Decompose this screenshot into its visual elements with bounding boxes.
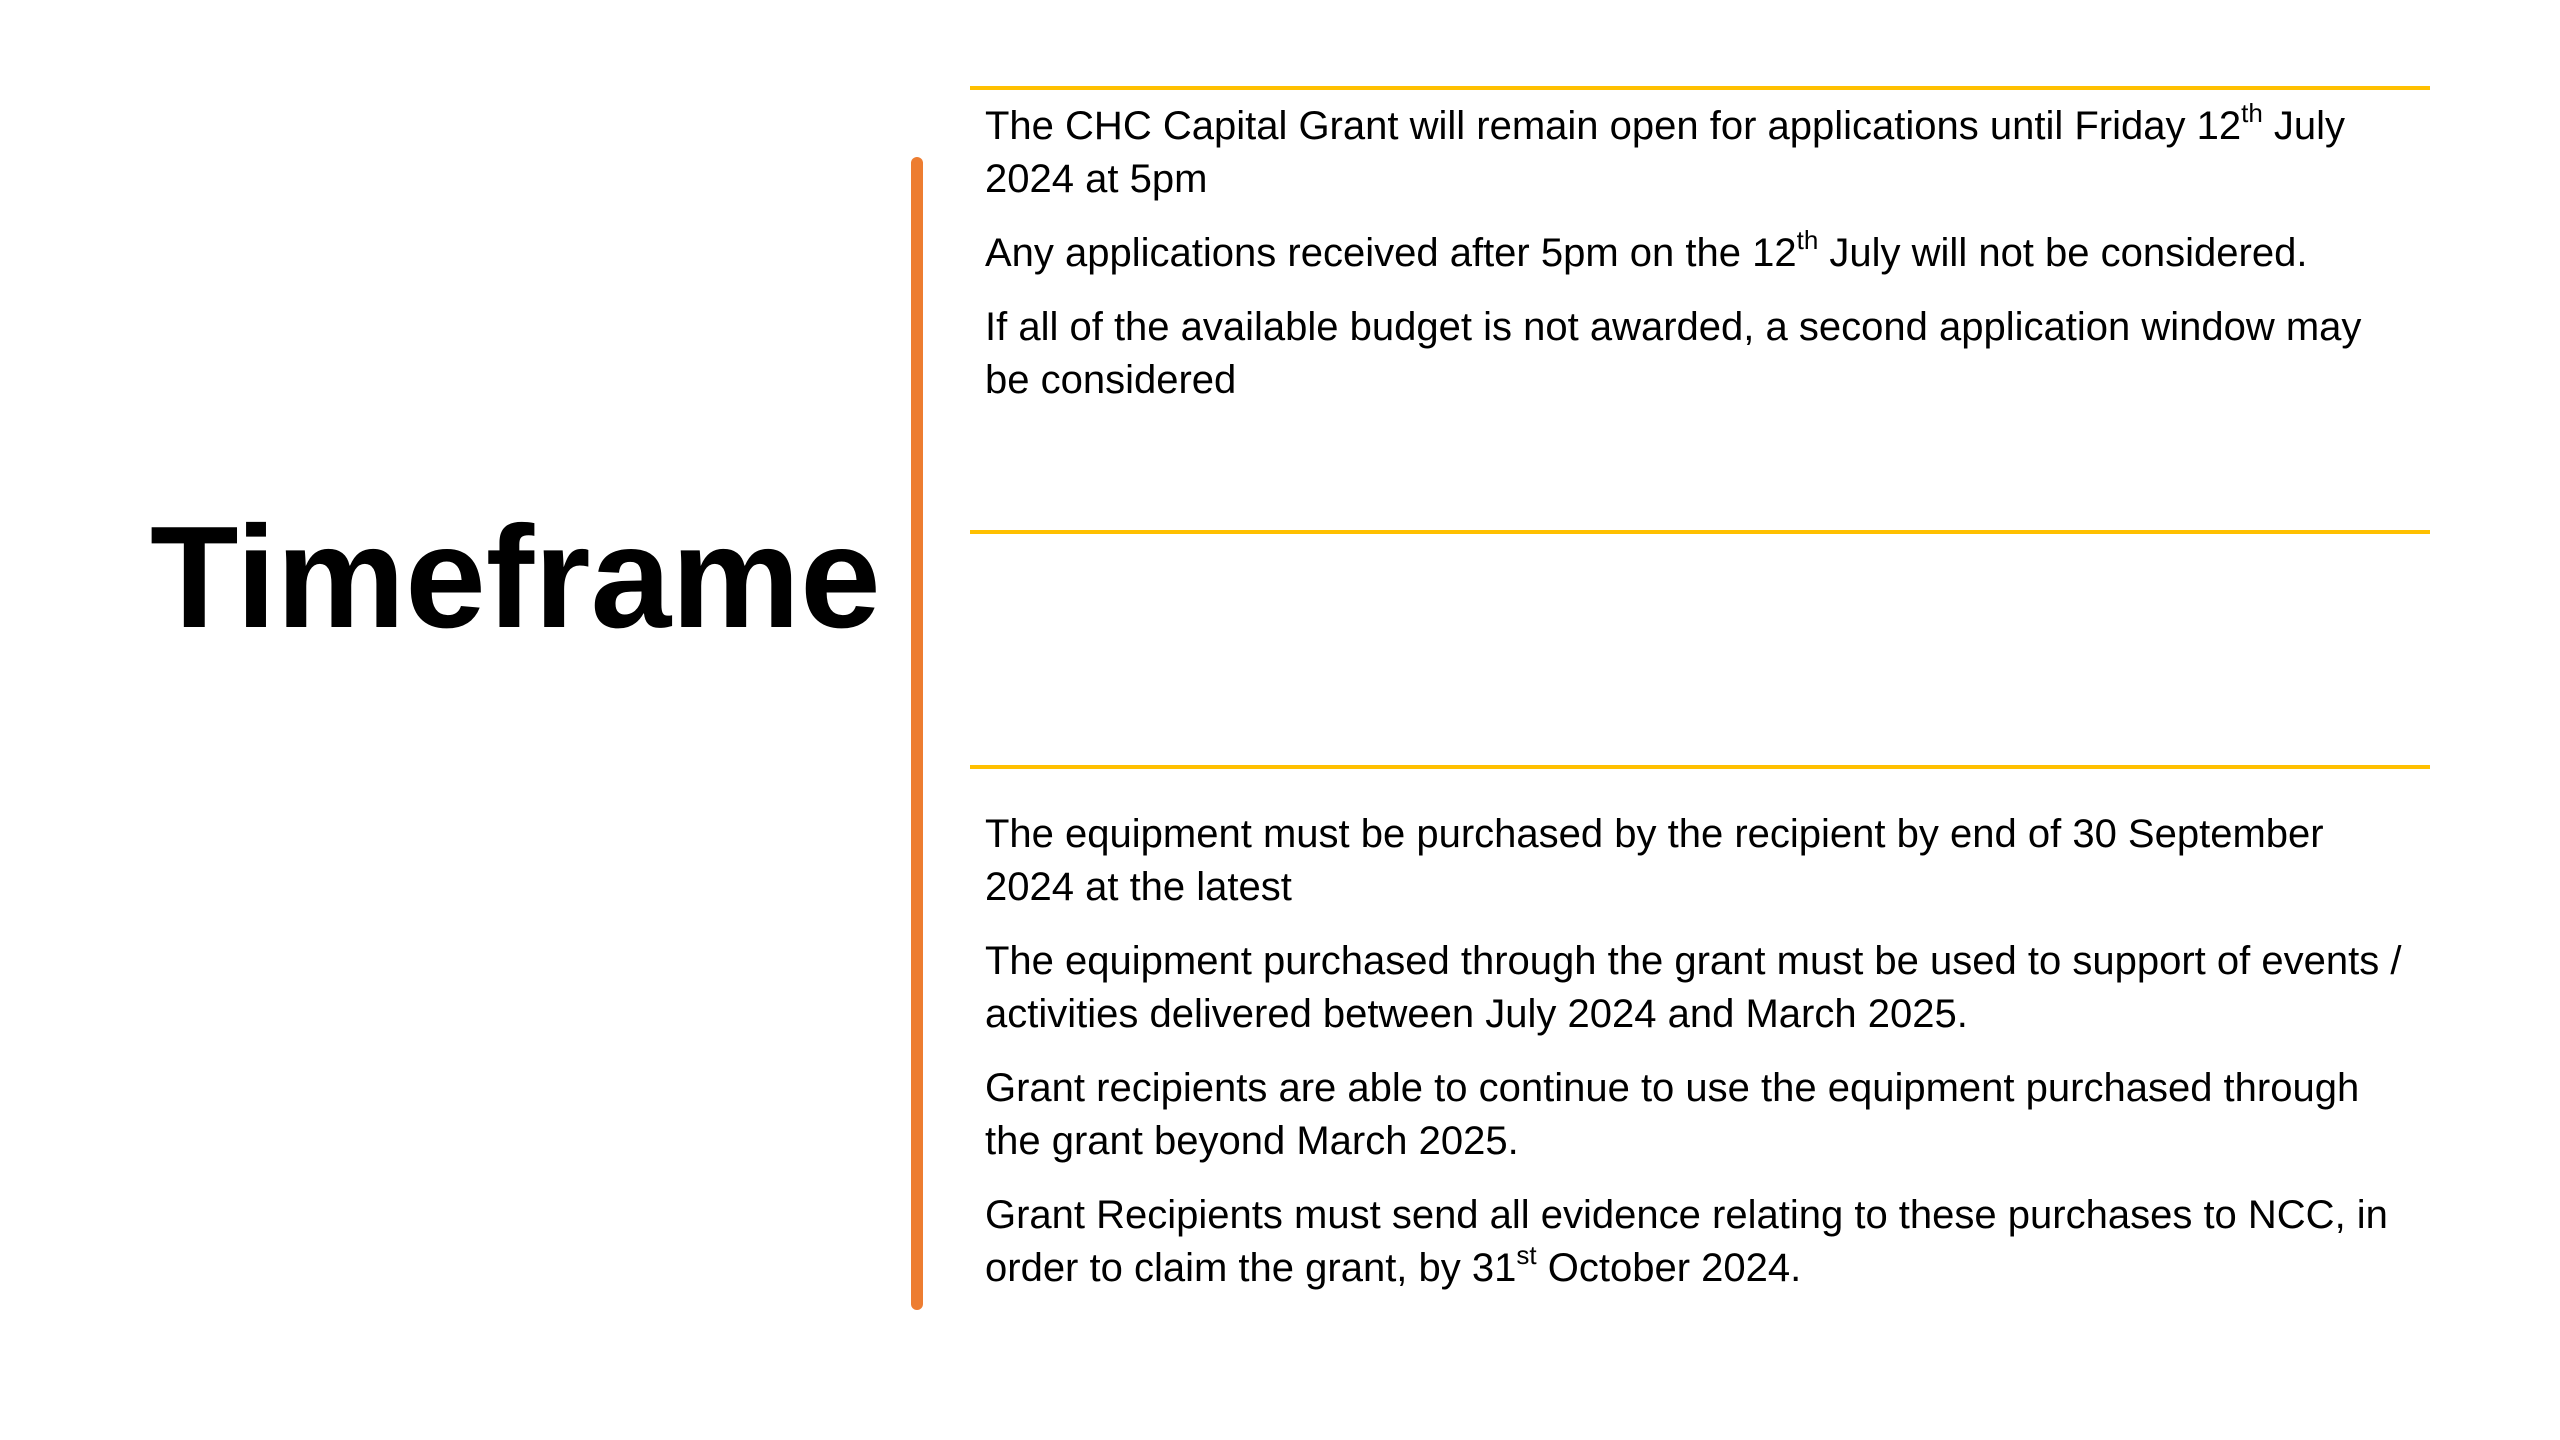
equipment-section — [985, 808, 2415, 1316]
paragraph-purchase-deadline: The equipment must be purchased by the recipient by end of 30 September 2024 at the latest — [985, 812, 2324, 909]
paragraph-continued-use: Grant recipients are able to continue to use the equipment purchased through the grant beyond March 2025. — [985, 1066, 2360, 1163]
paragraph-late-applications: Any applications received after 5pm on the 12th July will not be considered. — [985, 225, 2308, 275]
slide-title: Timeframe — [150, 496, 881, 658]
divider-top — [970, 86, 2430, 90]
divider-middle — [970, 530, 2430, 534]
divider-lower — [970, 765, 2430, 769]
paragraph-second-window: If all of the available budget is not awarded, a second application window may be considered — [985, 305, 2362, 402]
accent-bar — [911, 157, 923, 1310]
paragraph-usage-period: The equipment purchased through the grant must be used to support of events / activities delivered between July 2024 and March 2025. — [985, 939, 2402, 1036]
application-window-section — [985, 100, 2415, 428]
paragraph-evidence-claim: Grant Recipients must send all evidence relating to these purchases to NCC, in order to claim the grant, by 31st October 2024. — [985, 1193, 2388, 1290]
paragraph-deadline: The CHC Capital Grant will remain open for applications until Friday 12th July 2024 at 5pm — [985, 98, 2346, 201]
